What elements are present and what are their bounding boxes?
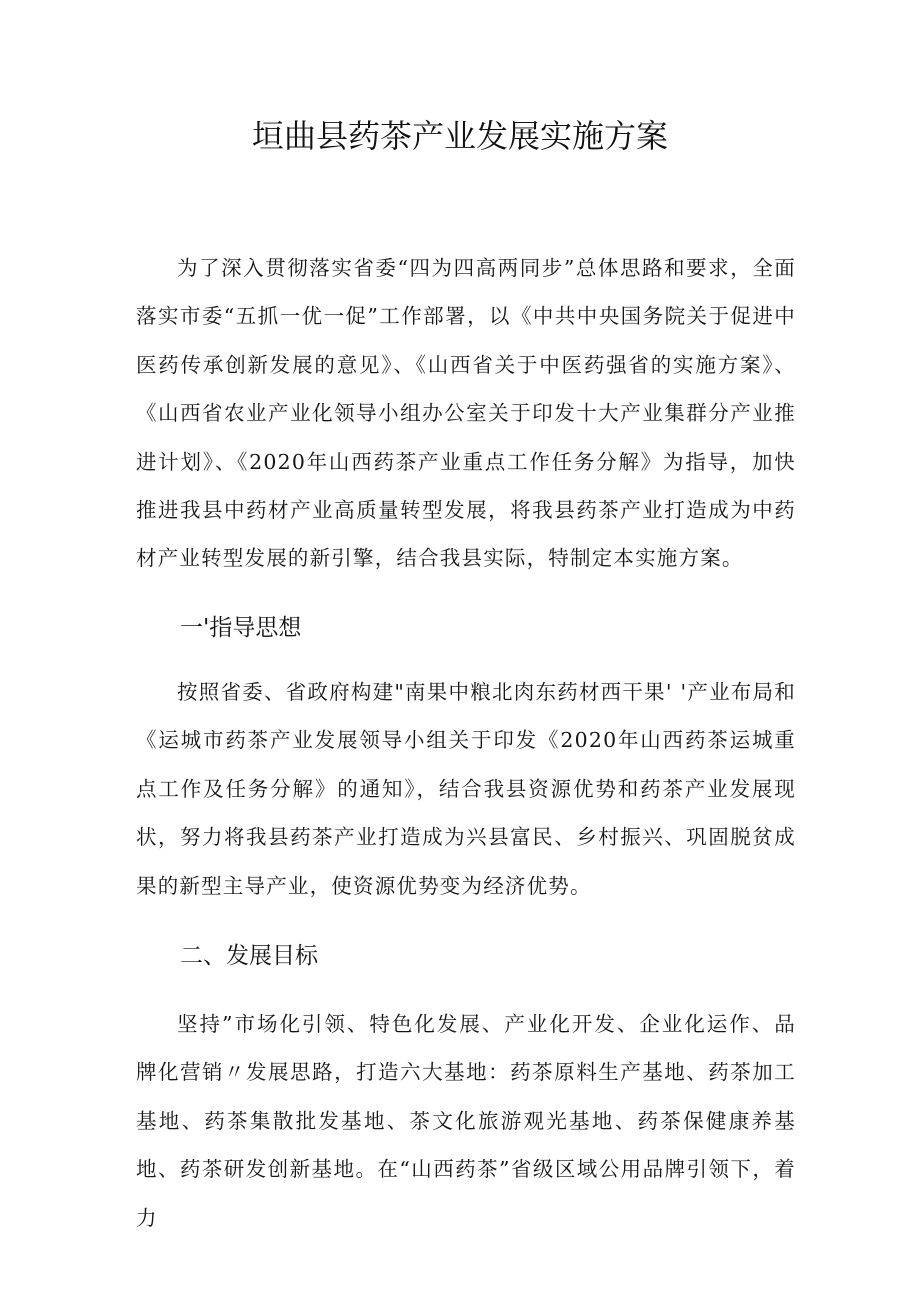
intro-paragraph: 为了深入贯彻落实省委“四为四高两同步”总体思路和要求，全面落实市委“五抓一优一促”工作部署，以《中共中央国务院关于促进中医药传承创新发展的意见》、《山西省关于中医药强省的实施方案》、《山西省农业产业化领导小组办公室关于印发十大产业集群分产业推进计划》、《2020年山西药茶产业重点工作任务分解》为指导，加快推进我县中药材产业高质量转型发展，将我县药茶产业打造成为中药材产业转型发展的新引擎，结合我县实际，特制定本实施方案。 <box>136 256 796 571</box>
section-heading-guiding-ideology: 一'指导思想 <box>180 615 302 641</box>
section-heading-development-goals: 二、发展目标 <box>180 943 318 969</box>
development-goals-paragraph: 坚持”市场化引领、特色化发展、产业化开发、企业化运作、品牌化营销〃发展思路，打造六大基地：药茶原料生产基地、药茶加工基地、药茶集散批发基地、茶文化旅游观光基地、药茶保健康养基地、药茶研发创新基地。在“山西药茶”省级区域公用品牌引领下，着力 <box>136 1012 796 1230</box>
document-title: 垣曲县药茶产业发展实施方案 <box>251 117 668 155</box>
guiding-ideology-paragraph: 按照省委、省政府构建"南果中粮北肉东药材西干果' '产业布局和《运城市药茶产业发展领导小组关于印发《2020年山西药茶运城重点工作及任务分解》的通知》，结合我县资源优势和药茶产业发展现状，努力将我县药茶产业打造成为兴县富民、乡村振兴、巩固脱贫成果的新型主导产业，使资源优势变为经济优势。 <box>136 680 796 898</box>
